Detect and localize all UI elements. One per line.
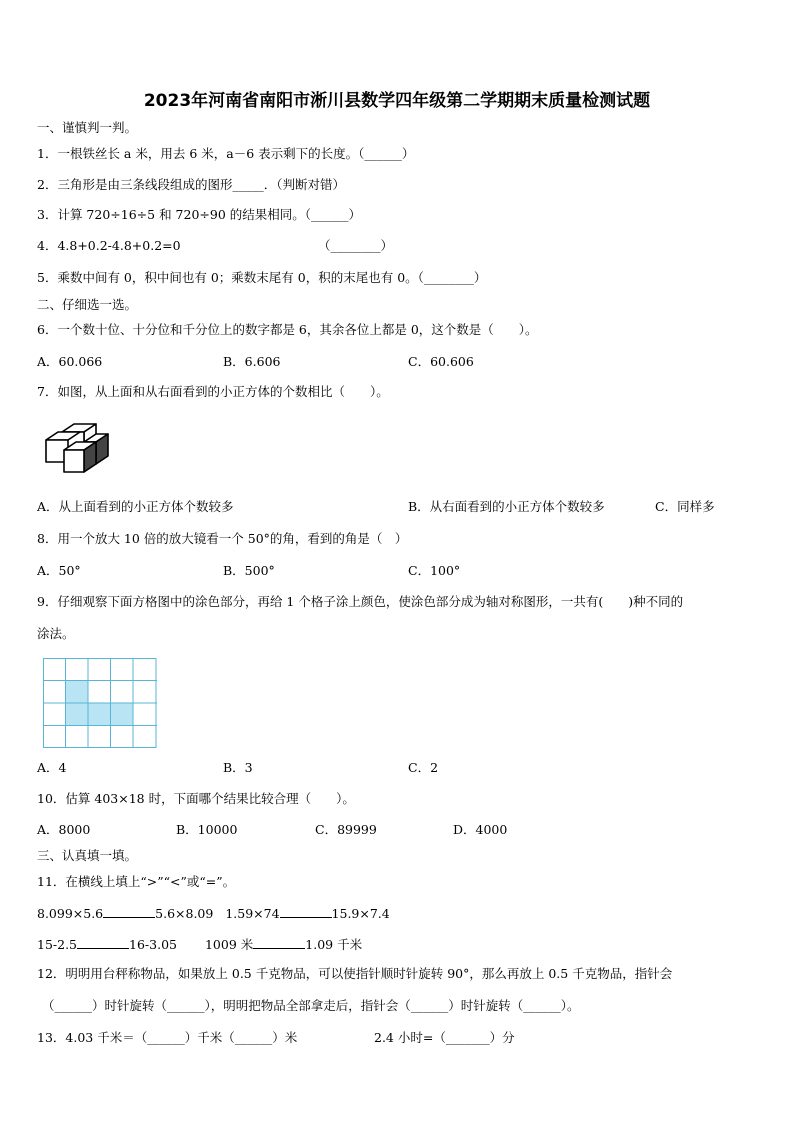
- q6-option-c: C．60.606: [408, 354, 474, 369]
- question-7: 7．如图，从上面和从右面看到的小正方体的个数相比（ ）。: [37, 384, 389, 399]
- question-4: 4．4.8+0.2-4.8+0.2=0: [37, 238, 181, 253]
- answer-blank: [253, 936, 305, 949]
- q11-expr: 15-2.5: [37, 937, 78, 952]
- question-1: 1．一根铁丝长 a 米，用去 6 米，a－6 表示剩下的长度。（______）: [37, 146, 415, 161]
- q11-expr: 15.9×7.4: [331, 906, 390, 921]
- q7-option-a: A．从上面看到的小正方体个数较多: [37, 499, 234, 514]
- shaded-cell: [88, 703, 111, 726]
- question-2: 2．三角形是由三条线段组成的图形_____．（判断对错）: [37, 177, 345, 192]
- q9-option-c: C．2: [408, 760, 439, 775]
- question-9: 9．仔细观察下面方格图中的涂色部分，再给 1 个格子涂上颜色，使涂色部分成为轴对称图形，一共有( )种不同的: [37, 594, 684, 609]
- question-8: 8．用一个放大 10 倍的放大镜看一个 50°的角，看到的角是（ ）: [37, 531, 408, 546]
- q10-option-d: D．4000: [453, 822, 508, 837]
- symmetry-grid-figure: [43, 658, 157, 748]
- q11-expr: 1009 米: [204, 937, 254, 952]
- q10-option-c: C．89999: [315, 822, 377, 837]
- q8-option-c: C．100°: [408, 563, 461, 578]
- q8-option-a: A．50°: [37, 563, 81, 578]
- answer-blank: [77, 936, 129, 949]
- answer-blank: [103, 905, 155, 918]
- section-3-heading: 三、认真填一填。: [37, 848, 138, 863]
- q6-option-b: B．6.606: [223, 354, 281, 369]
- section-1-heading: 一、谨慎判一判。: [37, 120, 138, 135]
- q11-expr: 1.59×74: [225, 906, 280, 921]
- q11-expr: 8.099×5.6: [37, 906, 104, 921]
- q11-row-1: [37, 905, 390, 922]
- q7-option-b: B．从右面看到的小正方体个数较多: [408, 499, 605, 514]
- page-title: 2023年河南省南阳市淅川县数学四年级第二学期期末质量检测试题: [143, 91, 651, 111]
- question-4-answer-blank: （________）: [318, 238, 394, 253]
- question-13-part-b: 2.4 小时=（_______）分: [374, 1030, 515, 1045]
- q10-option-a: A．8000: [37, 822, 91, 837]
- q11-expr: 1.09 千米: [305, 937, 363, 952]
- q11-expr: 16-3.05: [129, 937, 177, 952]
- q11-row-2: [37, 936, 362, 953]
- question-3: 3．计算 720÷16÷5 和 720÷90 的结果相同。（______）: [37, 207, 361, 222]
- question-11: 11．在横线上填上“>”“<”或“=”。: [37, 874, 236, 889]
- shaded-cell: [111, 703, 134, 726]
- shaded-cell: [66, 681, 89, 704]
- shaded-cell: [66, 703, 89, 726]
- cube-figure: [44, 422, 114, 480]
- question-10: 10．估算 403×18 时，下面哪个结果比较合理（ ）。: [37, 791, 355, 806]
- question-12: 12．明明用台秤称物品，如果放上 0.5 千克物品，可以使指针顺时针旋转 90°，那么再放上 0.5 千克物品，指针会: [37, 966, 673, 981]
- q7-option-c: C．同样多: [655, 499, 715, 514]
- q10-option-b: B．10000: [176, 822, 238, 837]
- section-2-heading: 二、仔细选一选。: [37, 297, 138, 312]
- q9-option-b: B．3: [223, 760, 253, 775]
- q11-expr: 5.6×8.09: [155, 906, 214, 921]
- question-13: 13．4.03 千米＝（______）千米（______）米: [37, 1030, 298, 1045]
- answer-blank: [280, 905, 332, 918]
- question-9-continued: 涂法。: [37, 626, 75, 641]
- question-6: 6．一个数十位、十分位和千分位上的数字都是 6，其余各位上都是 0，这个数是（ ）。: [37, 322, 538, 337]
- q8-option-b: B．500°: [223, 563, 275, 578]
- question-5: 5．乘数中间有 0，积中间也有 0；乘数末尾有 0，积的末尾也有 0。（________）: [37, 270, 487, 285]
- q9-option-a: A．4: [37, 760, 67, 775]
- q6-option-a: A．60.066: [37, 354, 103, 369]
- question-12-continued: （______）时针旋转（______），明明把物品全部拿走后，指针会（______）时针旋转（______）。: [42, 998, 580, 1013]
